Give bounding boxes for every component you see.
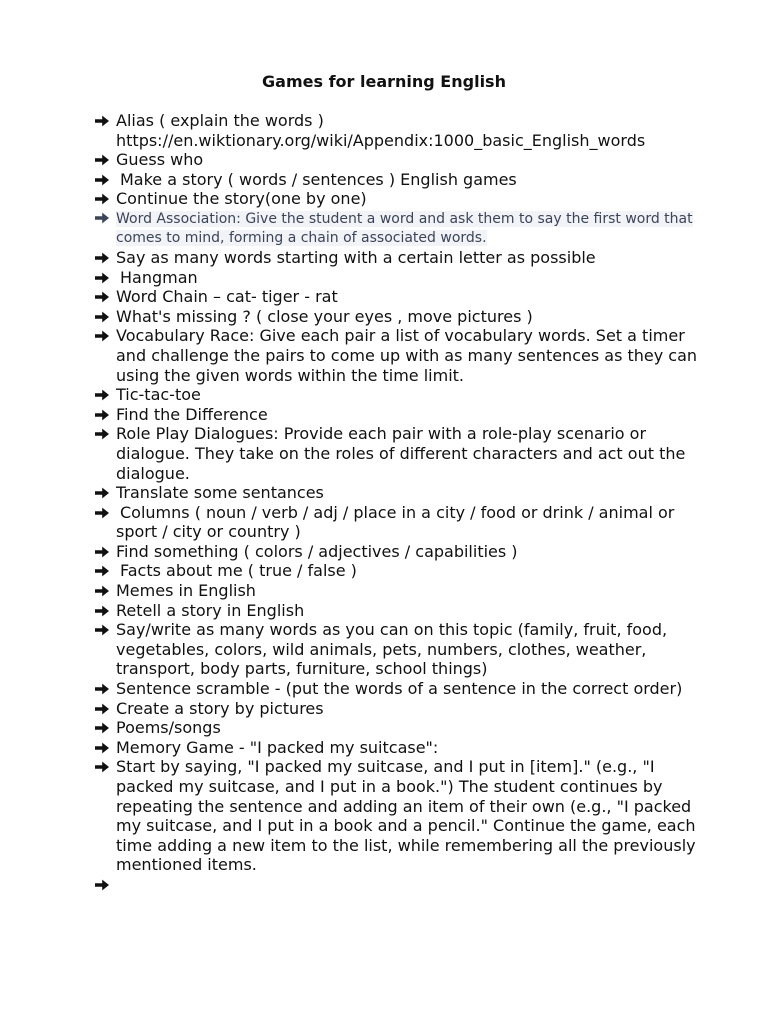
document-title: Games for learning English xyxy=(262,72,506,91)
list-item xyxy=(94,209,704,248)
arrow-right-icon xyxy=(94,720,110,736)
list-item-text: Memes in English xyxy=(116,581,256,601)
list-item xyxy=(94,268,704,288)
arrow-right-icon xyxy=(94,191,110,207)
arrow-right-icon xyxy=(94,250,110,266)
list-item xyxy=(94,189,704,209)
arrow-right-icon xyxy=(94,407,110,423)
list-item-text: Facts about me ( true / false ) xyxy=(120,561,357,581)
arrow-right-icon xyxy=(94,113,110,129)
list-item xyxy=(94,483,704,503)
list-item-text: Continue the story(one by one) xyxy=(116,189,367,209)
list-item-text: Translate some sentances xyxy=(116,483,324,503)
list-item-text: Retell a story in English xyxy=(116,600,305,620)
list-item-text: Guess who xyxy=(116,150,204,170)
list-item-text: Tic-tac-toe xyxy=(116,385,201,405)
arrow-right-icon xyxy=(94,152,110,168)
arrow-right-icon xyxy=(94,740,110,756)
arrow-right-icon xyxy=(94,328,110,344)
list-item-text: Find the Difference xyxy=(116,404,268,424)
arrow-right-icon xyxy=(94,603,110,619)
list-item-text: Columns ( noun / verb / adj / place in a city / food or drink / animal or sport / city or country ) xyxy=(116,502,675,542)
list-item-text: Alias ( explain the words ) https://en.wiktionary.org/wiki/Appendix:1000_basic_English_words xyxy=(116,111,646,150)
list-item-text: Hangman xyxy=(120,267,198,287)
list-item-text: Memory Game - "I packed my suitcase": xyxy=(116,737,439,757)
list-item-text: Word Association: Give the student a word and ask them to say the first word that comes to mind, forming a chain of associated words. xyxy=(116,210,693,247)
list-item-text: Say/write as many words as you can on this topic (family, fruit, food, vegetables, colors, wild animals, pets, numbers, clothes, weather, transport, body parts, furniture, school things) xyxy=(116,620,668,679)
list-item xyxy=(94,405,704,425)
list-item-text: Role Play Dialogues: Provide each pair with a role-play scenario or dialogue. They take on the roles of different characters and act out the dialogue. xyxy=(116,424,686,483)
list-item xyxy=(94,307,704,327)
list-item-text: What's missing ? ( close your eyes , move pictures ) xyxy=(116,306,533,326)
list-item xyxy=(94,679,704,699)
arrow-right-icon xyxy=(94,701,110,717)
arrow-right-icon xyxy=(94,270,110,286)
list-item-text: Poems/songs xyxy=(116,718,221,738)
arrow-right-icon xyxy=(94,426,110,442)
arrow-right-icon xyxy=(94,505,110,521)
arrow-right-icon xyxy=(94,681,110,697)
list-item xyxy=(94,699,704,719)
arrow-right-icon xyxy=(94,583,110,599)
list-item xyxy=(94,170,704,190)
games-list xyxy=(94,111,704,875)
list-item xyxy=(94,248,704,268)
list-item xyxy=(94,718,704,738)
list-item xyxy=(94,385,704,405)
list-item-text: Make a story ( words / sentences ) English games xyxy=(120,169,517,189)
list-item xyxy=(94,424,704,483)
arrow-right-icon xyxy=(94,387,110,403)
arrow-right-icon xyxy=(94,485,110,501)
list-item-text: Start by saying, "I packed my suitcase, and I put in [item]." (e.g., "I packed my suitcase, and I put in a book.") The student continues by repeating the sentence and adding an item of their own (e.g., "I packed my suitcase, and I put in a book and a pencil." Continue the game, each time adding a new item to the list, while remembering all the previously mentioned items. xyxy=(116,757,696,875)
arrow-right-icon xyxy=(94,759,110,775)
list-item xyxy=(94,620,704,679)
list-item xyxy=(94,287,704,307)
arrow-right-icon xyxy=(94,877,110,893)
arrow-right-icon xyxy=(94,172,110,188)
list-item xyxy=(94,326,704,385)
arrow-right-icon xyxy=(94,309,110,325)
list-item xyxy=(94,757,704,875)
list-item-text: Find something ( colors / adjectives / capabilities ) xyxy=(116,541,518,561)
arrow-right-icon xyxy=(94,622,110,638)
list-item-text: Create a story by pictures xyxy=(116,698,324,718)
list-item-text: Vocabulary Race: Give each pair a list of vocabulary words. Set a timer and challenge the pairs to come up with as many sentences as they can using the given words within the time limit. xyxy=(116,326,698,385)
list-item xyxy=(94,111,704,150)
arrow-right-icon xyxy=(94,563,110,579)
list-item-text: Sentence scramble - (put the words of a sentence in the correct order) xyxy=(116,679,683,699)
list-item xyxy=(94,561,704,581)
list-item xyxy=(94,542,704,562)
arrow-right-icon xyxy=(94,210,110,226)
list-item xyxy=(94,150,704,170)
arrow-right-icon xyxy=(94,289,110,305)
list-item xyxy=(94,738,704,758)
arrow-right-icon xyxy=(94,544,110,560)
list-item-text: Say as many words starting with a certain letter as possible xyxy=(116,247,596,267)
list-item xyxy=(94,601,704,621)
list-item xyxy=(94,581,704,601)
list-item-text: Word Chain – cat- tiger - rat xyxy=(116,287,338,307)
list-item xyxy=(94,503,704,542)
